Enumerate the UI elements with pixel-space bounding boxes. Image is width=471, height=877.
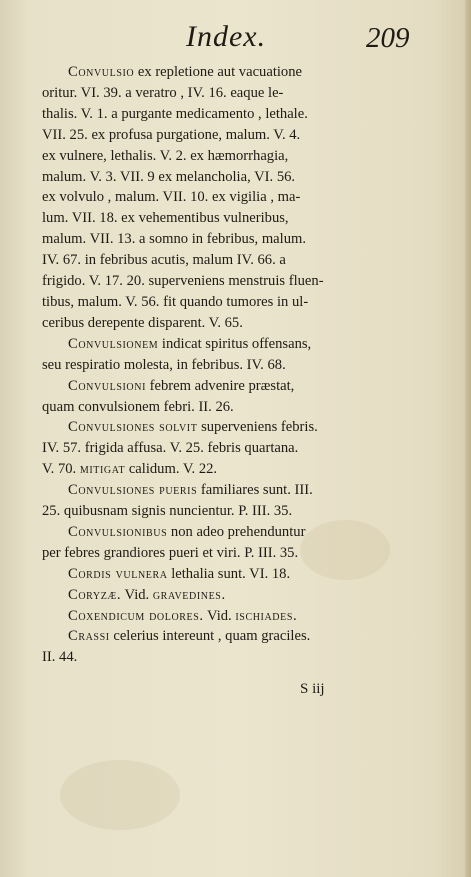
entry-line: [42, 146, 424, 167]
entry-text: indicat spiritus offensans,: [158, 335, 312, 352]
entry-text: per febres grandiores pueri et viri. P. III. 35.: [42, 544, 299, 561]
entry-text: V. 70.: [42, 461, 80, 478]
entry-line: [42, 271, 424, 292]
entry-line: [42, 647, 424, 668]
index-entry: [42, 564, 424, 585]
entry-text: celerius intereunt , quam graciles.: [109, 628, 311, 645]
entry-text: ceribus derepente disparent. V. 65.: [42, 314, 243, 331]
entry-text: Vid.: [121, 586, 153, 603]
entry-line: [42, 62, 424, 83]
index-entry: [42, 62, 424, 334]
entry-headword: Convulsionem: [68, 335, 159, 352]
entry-line: [42, 104, 424, 125]
entry-text: calidum. V. 22.: [125, 461, 218, 478]
entry-headword: mitigat: [79, 461, 126, 478]
running-title: Index.: [186, 20, 267, 53]
index-entry: [42, 334, 424, 376]
entry-line: [42, 187, 424, 208]
signature-mark: S iij: [300, 681, 325, 697]
index-entry: [42, 417, 424, 480]
entry-text: febrem advenire præstat,: [146, 377, 295, 394]
entry-headword: gravedines.: [152, 586, 226, 603]
entry-headword: Convulsiones solvit: [68, 419, 198, 436]
entry-text: Vid.: [203, 607, 236, 624]
entry-text: IV. 67. in febribus acutis, malum IV. 66. a: [42, 252, 286, 269]
entry-text: VII. 25. ex profusa purgatione, malum. V. 4.: [42, 126, 301, 143]
entry-headword: Coryzæ.: [68, 586, 122, 603]
entry-line: [42, 167, 424, 188]
index-entry: [42, 480, 424, 522]
entry-line: [42, 417, 424, 438]
entry-headword: ischiades.: [235, 607, 298, 624]
paper-stain: [60, 760, 180, 830]
entry-line: [42, 564, 424, 585]
entry-text: ex volvulo , malum. VII. 10. ex vigilia , ma-: [42, 189, 301, 206]
entry-text: II. 44.: [42, 649, 78, 666]
entry-headword: Convulsioni: [68, 377, 146, 394]
entry-text: familiares sunt. III.: [197, 482, 313, 499]
entry-line: [42, 543, 424, 564]
index-entry: [42, 522, 424, 564]
entry-text: superveniens febris.: [197, 419, 318, 436]
entry-line: [42, 585, 424, 606]
page-number: 209: [366, 22, 410, 54]
entry-line: [42, 376, 424, 397]
entry-text: ex repletione aut vacuatione: [134, 64, 302, 80]
index-entry: [42, 585, 424, 606]
entry-text: ex vulnere, lethalis. V. 2. ex hæmorrhagia,: [42, 147, 289, 164]
entry-line: [42, 125, 424, 146]
entry-line: [42, 355, 424, 376]
entry-line: [42, 229, 424, 250]
entry-text: thalis. V. 1. a purgante medicamento , lethale.: [42, 105, 308, 122]
entry-headword: Cordis vulnera: [68, 565, 168, 582]
index-entry: [42, 626, 424, 668]
entry-headword: Convulsio: [68, 64, 135, 80]
entry-text: quam convulsionem febri. II. 26.: [42, 398, 234, 415]
entry-text: lethalia sunt. VI. 18.: [167, 565, 291, 582]
page-header: [0, 20, 471, 54]
index-entry: [42, 376, 424, 418]
entry-text: 25. quibusnam signis nuncientur. P. III. 35.: [42, 503, 293, 520]
entry-headword: Convulsionibus: [68, 523, 168, 540]
entry-headword: Convulsiones pueris: [68, 482, 198, 499]
entry-line: [42, 208, 424, 229]
entry-text: non adeo prehenduntur: [167, 523, 306, 540]
entry-line: [42, 83, 424, 104]
entry-text: frigido. V. 17. 20. superveniens menstruis fluen-: [42, 273, 324, 290]
entry-headword: Coxendicum dolores.: [68, 607, 204, 624]
entry-line: [42, 501, 424, 522]
index-entries: [42, 62, 424, 668]
entry-text: IV. 57. frigida affusa. V. 25. febris quartana.: [42, 440, 299, 457]
entry-line: [42, 480, 424, 501]
entry-line: [42, 250, 424, 271]
entry-text: malum. V. 3. VII. 9 ex melancholia, VI. 56.: [42, 168, 296, 185]
entry-text: tibus, malum. V. 56. fit quando tumores in ul-: [42, 293, 309, 310]
entry-text: oritur. VI. 39. a veratro , IV. 16. eaque le-: [42, 84, 284, 101]
entry-line: [42, 438, 424, 459]
entry-text: malum. VII. 13. a somno in febribus, malum.: [42, 231, 307, 248]
entry-line: [42, 459, 424, 480]
entry-line: [42, 522, 424, 543]
entry-line: [42, 313, 424, 334]
entry-text: seu respiratio molesta, in febribus. IV. 68.: [42, 356, 286, 373]
page-edge: [465, 0, 471, 877]
index-entry: [42, 606, 424, 627]
entry-text: lum. VII. 18. ex vehementibus vulneribus,: [42, 210, 289, 227]
entry-headword: Crassi: [68, 628, 110, 645]
entry-line: [42, 334, 424, 355]
entry-line: [42, 292, 424, 313]
entry-line: [42, 606, 424, 627]
entry-line: [42, 626, 424, 647]
entry-line: [42, 397, 424, 418]
